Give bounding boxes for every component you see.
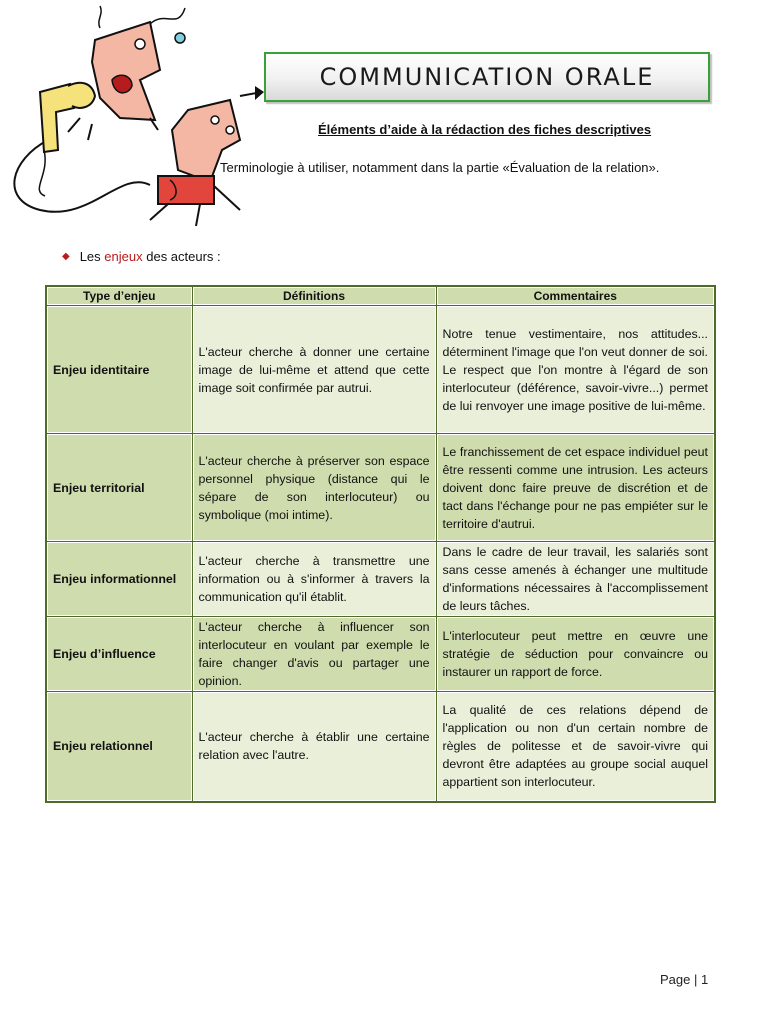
enjeu-type: Enjeu informationnel (46, 542, 192, 617)
page-title: COMMUNICATION ORALE (319, 63, 655, 91)
table-row (46, 542, 715, 617)
bullet-after: des acteurs : (146, 249, 221, 264)
intro-text: Terminologie à utiliser, notamment dans la partie «Évaluation de la relation». (220, 160, 660, 175)
enjeu-type: Enjeu relationnel (46, 692, 192, 802)
shouting-cartoon-characters-icon (0, 0, 265, 230)
table-row (46, 306, 715, 434)
enjeu-comment: L'interlocuteur peut mettre en œuvre une stratégie de séduction pour convaincre ou instaurer un rapport de force. (436, 617, 715, 692)
enjeu-comment: Notre tenue vestimentaire, nos attitudes... déterminent l'image que l'on veut donner de soi. Le respect que l'on montre à l'égard de son interlocuteur (déférence, savoir-vivre...) permet de lui renvoyer une image positive de lui-même. (436, 306, 715, 434)
enjeu-type: Enjeu identitaire (46, 306, 192, 434)
enjeu-comment: Le franchissement de cet espace individuel peut être ressenti comme une intrusion. Les acteurs doivent donc faire preuve de discrétion et de tact dans l'échange pour ne pas empiéter sur le territoire d'autrui. (436, 434, 715, 542)
page-label: Page (660, 972, 691, 987)
table-row (46, 617, 715, 692)
table-header-row (46, 286, 715, 306)
page-footer (660, 972, 708, 987)
bullet-line (62, 249, 221, 264)
enjeu-definition: L'acteur cherche à transmettre une information ou à s'informer à travers la communication qu'il établit. (192, 542, 436, 617)
bullet-before: Les (79, 249, 101, 264)
column-header-comments: Commentaires (436, 286, 715, 306)
enjeux-table (45, 285, 716, 803)
title-box (264, 52, 710, 102)
page-number: 1 (701, 972, 709, 987)
column-header-type: Type d’enjeu (46, 286, 192, 306)
column-header-definitions: Définitions (192, 286, 436, 306)
enjeu-definition: L'acteur cherche à influencer son interlocuteur en voulant par exemple le faire changer d'avis ou partager une opinion. (192, 617, 436, 692)
subtitle: Éléments d’aide à la rédaction des fiches descriptives (318, 122, 652, 137)
diamond-bullet-icon: ◆ (62, 251, 70, 262)
enjeu-type: Enjeu territorial (46, 434, 192, 542)
enjeu-definition: L'acteur cherche à établir une certaine relation avec l'autre. (192, 692, 436, 802)
table-row (46, 692, 715, 802)
table-row (46, 434, 715, 542)
enjeu-comment: La qualité de ces relations dépend de l'application ou non d'un certain nombre de règles de politesse et de savoir-vivre qui devront être adaptées au groupe social auquel appartient son interlocuteur. (436, 692, 715, 802)
enjeu-definition: L'acteur cherche à préserver son espace personnel physique (distance qui le sépare de son interlocuteur) ou symbolique (moi intime). (192, 434, 436, 542)
bullet-text (80, 249, 221, 264)
enjeu-definition: L'acteur cherche à donner une certaine image de lui-même et attend que cette image soit confirmée par autrui. (192, 306, 436, 434)
bullet-highlight: enjeux (104, 249, 143, 264)
enjeu-type: Enjeu d’influence (46, 617, 192, 692)
page-separator: | (694, 972, 698, 987)
enjeu-comment: Dans le cadre de leur travail, les salariés sont sans cesse amenés à échanger une multitude d'informations nécessaires à l'accomplissement de leurs tâches. (436, 542, 715, 617)
